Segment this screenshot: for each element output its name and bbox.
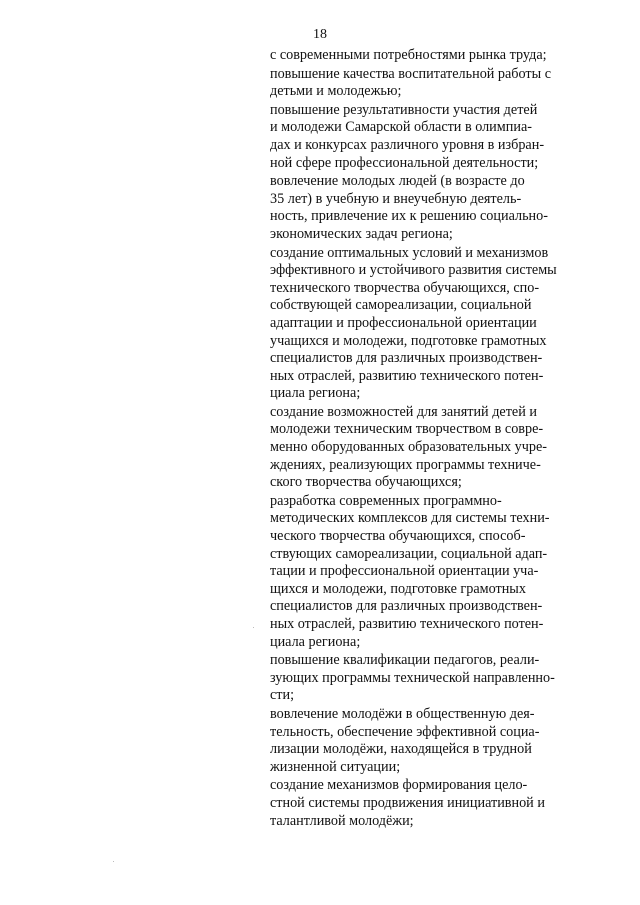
- paragraph-7: разработка современных программно- методических комплексов для системы техни- ческого творчества обучающихся, способ- ствующих самореализации, социальной адап- тации и профессиональной ориентации уча- щихся и молодежи, подготовке грамотных специалистов для различных производствен- ных отраслей, развитию технического потен- циала региона;: [270, 492, 550, 650]
- paragraph-1: с современными потребностями рынка труда;: [270, 47, 547, 63]
- paragraph-9: вовлечение молодёжи в общественную дея- тельность, обеспечение эффективной социа- лизации молодёжи, находящейся в трудной жизненной ситуации;: [270, 705, 540, 775]
- document-body: [270, 47, 567, 831]
- paragraph-2: повышение качества воспитательной работы с детьми и молодежью;: [270, 65, 552, 100]
- paragraph-5: создание оптимальных условий и механизмов эффективного и устойчивого развития системы технического творчества обучающихся, спо- собствующей самореализации, социальной адаптации и профессиональной ориентации учащихся и молодежи, подготовке грамотных специалистов для различных производствен- ных отраслей, развитию технического потен- циала региона;: [270, 244, 557, 402]
- paragraph-6: создание возможностей для занятий детей и молодежи техническим творчеством в совре- менно оборудованных образовательных учре- ждениях, реализующих программы техниче- ского творчества обучающихся;: [270, 403, 548, 491]
- paragraph-8: повышение квалификации педагогов, реали- зующих программы технической направленно- сти;: [270, 652, 555, 704]
- scan-artifact-dot: [113, 861, 114, 862]
- page-number: 18: [313, 27, 327, 42]
- paragraph-10: создание механизмов формирования цело- стной системы продвижения инициативной и талантливой молодёжи;: [270, 777, 545, 829]
- paragraph-4: вовлечение молодых людей (в возрасте до 35 лет) в учебную и внеучебную деятель- ность, привлечение их к решению социально- экономических задач региона;: [270, 173, 548, 242]
- scan-artifact-dot: [253, 627, 254, 628]
- paragraph-3: повышение результативности участия детей и молодежи Самарской области в олимпиа- дах и конкурсах различного уровня в избран- ной сфере профессиональной деятельности;: [270, 101, 545, 171]
